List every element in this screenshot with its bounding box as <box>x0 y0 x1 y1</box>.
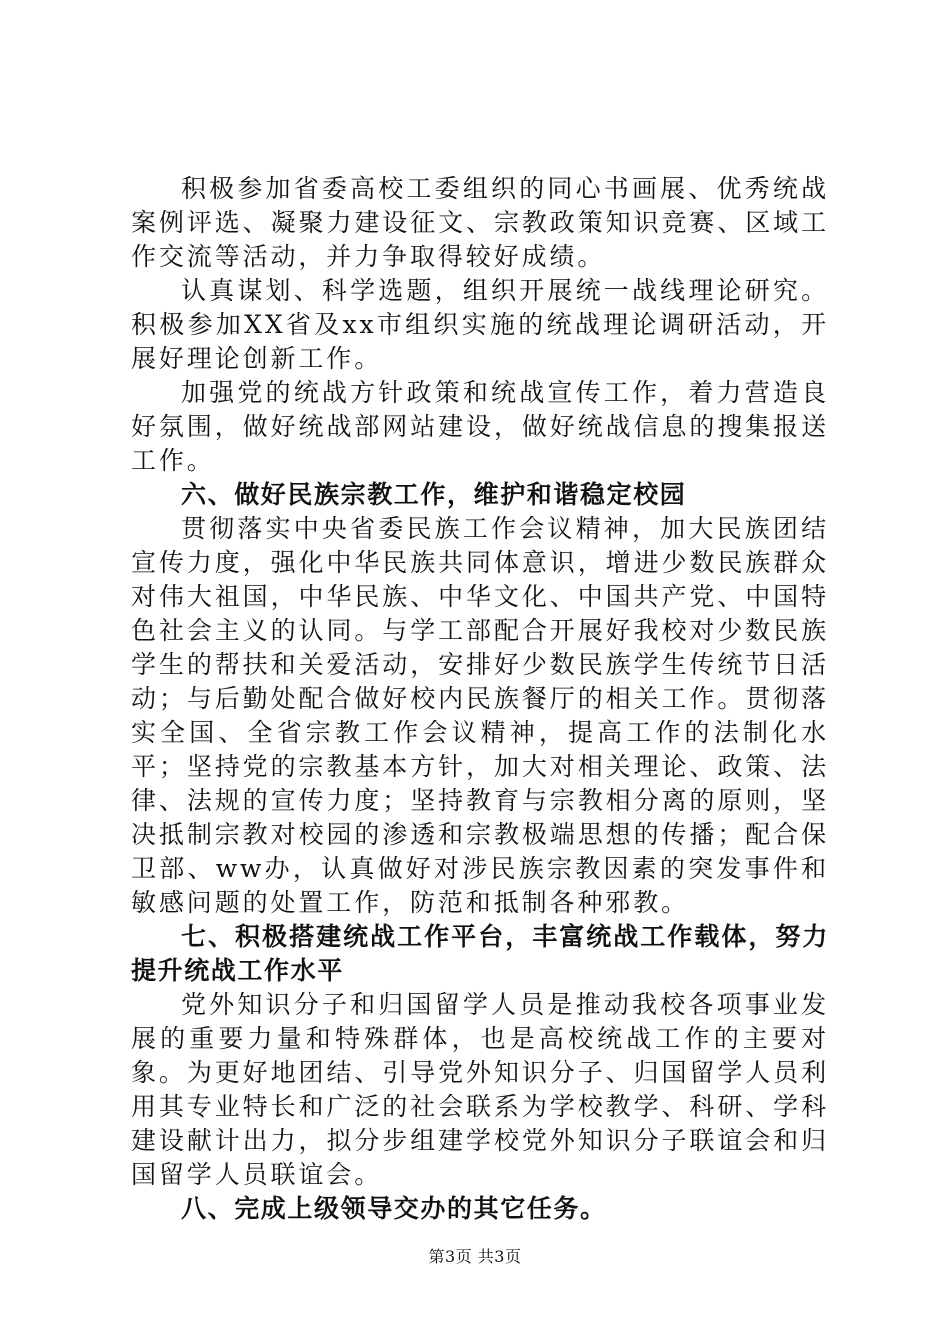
section-heading-six: 六、做好民族宗教工作，维护和谐稳定校园 <box>181 480 687 509</box>
paragraph-activities: 积极参加省委高校工委组织的同心书画展、优秀统战案例评选、凝聚力建设征文、宗教政策知识竞赛、区域工作交流等活动，并力争取得较好成绩。 <box>131 174 829 271</box>
document-body <box>131 172 829 1226</box>
section-heading-seven: 七、积极搭建统战工作平台，丰富统战工作载体，努力提升统战工作水平 <box>131 922 829 985</box>
paragraph-theory-research: 认真谋划、科学选题，组织开展统一战线理论研究。积极参加XX省及xx市组织实施的统战理论调研活动，开展好理论创新工作。 <box>131 276 829 373</box>
page-number-footer: 第3页 共3页 <box>428 1247 522 1266</box>
paragraph-ethnic-religion: 贯彻落实中央省委民族工作会议精神，加大民族团结宣传力度，强化中华民族共同体意识，增进少数民族群众对伟大祖国，中华民族、中华文化、中国共产党、中国特色社会主义的认同。与学工部配合开展好我校对少数民族学生的帮扶和关爱活动，安排好少数民族学生传统节日活动；与后勤处配合做好校内民族餐厅的相关工作。贯彻落实全国、全省宗教工作会议精神，提高工作的法制化水平；坚持党的宗教基本方针，加大对相关理论、政策、法律、法规的宣传力度；坚持教育与宗教相分离的原则，坚决抵制宗教对校园的渗透和宗教极端思想的传播；配合保卫部、ww办，认真做好对涉民族宗教因素的突发事件和敏感问题的处置工作，防范和抵制各种邪教。 <box>131 514 829 917</box>
paragraph-intellectuals: 党外知识分子和归国留学人员是推动我校各项事业发展的重要力量和特殊群体，也是高校统战工作的主要对象。为更好地团结、引导党外知识分子、归国留学人员利用其专业特长和广泛的社会联系为学校教学、科研、学科建设献计出力，拟分步组建学校党外知识分子联谊会和归国留学人员联谊会。 <box>131 990 829 1189</box>
paragraph-publicity: 加强党的统战方针政策和统战宣传工作，着力营造良好氛围，做好统战部网站建设，做好统战信息的搜集报送工作。 <box>131 378 829 475</box>
section-heading-eight: 八、完成上级领导交办的其它任务。 <box>181 1194 607 1223</box>
